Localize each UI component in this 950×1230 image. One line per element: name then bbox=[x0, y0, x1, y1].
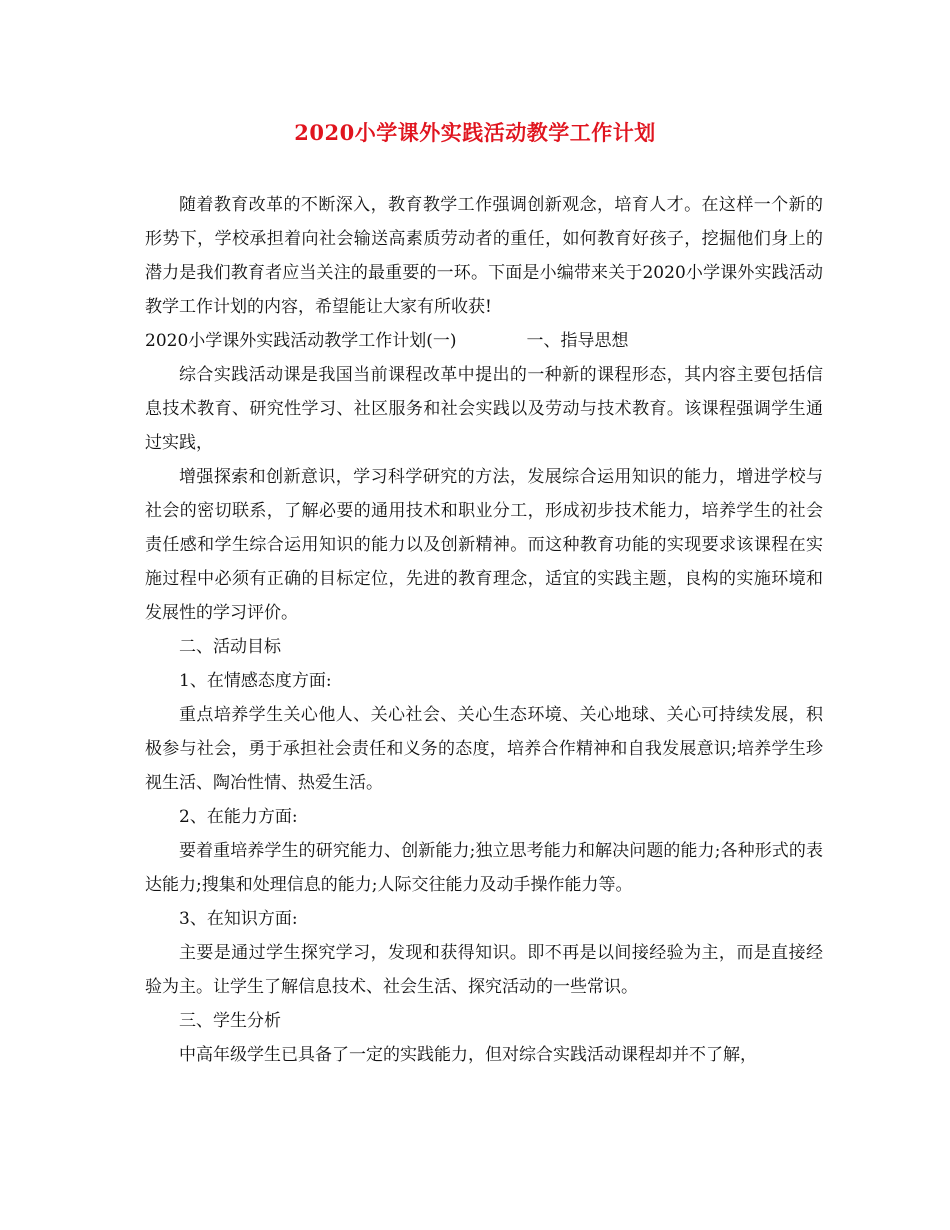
guiding-thought-paragraph-2: 增强探索和创新意识，学习科学研究的方法，发展综合运用知识的能力，增进学校与社会的密切联系，了解必要的通用技术和职业分工，形成初步技术能力，培养学生的社会责任感和学生综合运用知识的能力以及创新精神。而这种教育功能的实现要求该课程在实施过程中必须有正确的目标定位，先进的教育理念，适宜的实践主题，良构的实施环境和发展性的学习评价。 bbox=[145, 467, 823, 623]
subheading-ability: 2、在能力方面: bbox=[179, 807, 298, 827]
student-analysis-paragraph: 中高年级学生已具备了一定的实践能力，但对综合实践活动课程却并不了解， bbox=[179, 1045, 757, 1065]
intro-paragraph: 随着教育改革的不断深入，教育教学工作强调创新观念，培育人才。在这样一个新的形势下，学校承担着向社会输送高素质劳动者的重任，如何教育好孩子，挖掘他们身上的潜力是我们教育者应当关注的最重要的一环。下面是小编带来关于2020小学课外实践活动教学工作计划的内容，希望能让大家有所收获! bbox=[145, 195, 823, 317]
document-title: 2020小学课外实践活动教学工作计划 bbox=[294, 120, 656, 145]
ability-paragraph: 要着重培养学生的研究能力、创新能力;独立思考能力和解决问题的能力;各种形式的表达能力;搜集和处理信息的能力;人际交往能力及动手操作能力等。 bbox=[145, 841, 823, 895]
document-body bbox=[145, 188, 823, 1072]
plan-heading-line bbox=[145, 324, 823, 358]
section-heading-guiding-thought: 一、指导思想 bbox=[526, 331, 629, 351]
subheading-emotion-attitude: 1、在情感态度方面: bbox=[179, 671, 332, 691]
emotion-attitude-paragraph: 重点培养学生关心他人、关心社会、关心生态环境、关心地球、关心可持续发展，积极参与社会，勇于承担社会责任和义务的态度，培养合作精神和自我发展意识;培养学生珍视生活、陶冶性情、热爱生活。 bbox=[145, 705, 823, 793]
section-heading-student-analysis: 三、学生分析 bbox=[179, 1011, 281, 1031]
section-heading-activity-goals: 二、活动目标 bbox=[179, 637, 281, 657]
subheading-knowledge: 3、在知识方面: bbox=[179, 909, 298, 929]
guiding-thought-paragraph-1: 综合实践活动课是我国当前课程改革中提出的一种新的课程形态，其内容主要包括信息技术教育、研究性学习、社区服务和社会实践以及劳动与技术教育。该课程强调学生通过实践， bbox=[145, 365, 823, 453]
plan-heading: 2020小学课外实践活动教学工作计划(一) bbox=[145, 331, 457, 351]
knowledge-paragraph: 主要是通过学生探究学习，发现和获得知识。即不再是以间接经验为主，而是直接经验为主。让学生了解信息技术、社会生活、探究活动的一些常识。 bbox=[145, 943, 823, 997]
